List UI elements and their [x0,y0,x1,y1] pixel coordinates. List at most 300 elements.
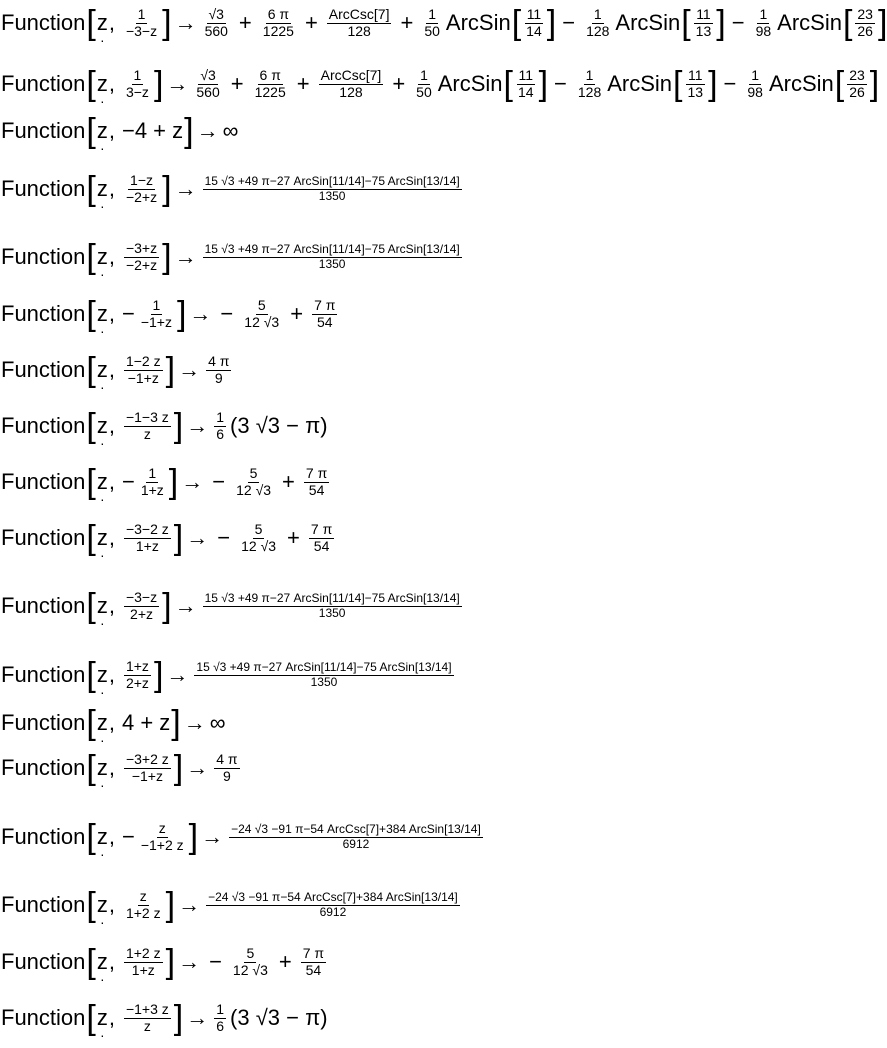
denominator: −1+z [127,369,159,386]
comma: , [108,824,115,849]
denominator: 12 √3 [241,537,277,554]
expression-row [0,462,332,502]
fraction [745,68,765,100]
argument-fraction [124,173,159,205]
numerator: 1−z [130,172,154,189]
fraction [214,410,226,442]
denominator: 9 [214,369,223,386]
denominator: 54 [305,961,322,978]
numerator: 7 π [314,297,336,314]
function-head: Function [1,301,86,326]
bracket-fraction [694,7,714,39]
variable: z · [96,176,109,202]
fraction [319,68,384,100]
text-token: ArcSin [768,71,834,96]
close-bracket: ] [716,4,726,42]
function-head: Function [1,176,86,201]
variable: z · [96,755,109,781]
expression-row [0,748,243,788]
variable: z · [96,71,109,97]
argument-fraction [124,1002,171,1034]
close-bracket: ] [162,170,172,208]
denominator: 13 [695,22,712,39]
arrow: → [174,244,197,269]
arrow: → [178,949,201,974]
open-bracket: [ [86,999,96,1037]
denominator: 54 [316,313,333,330]
fraction [301,946,326,978]
numerator: √3 [208,6,224,23]
fraction [327,7,392,39]
denominator: 128 [577,83,602,100]
argument-fraction [124,410,171,442]
close-bracket: ] [184,112,194,150]
fraction [234,466,273,498]
comma: , [108,357,115,382]
fraction [242,298,281,330]
numerator: 5 [249,465,258,482]
argument-fraction [124,946,163,978]
numerator: 11 [526,6,542,23]
denominator: 98 [747,83,763,100]
function-head: Function [1,949,86,974]
expression-row [0,586,465,626]
expression-row [0,237,465,277]
open-bracket: [ [86,238,96,276]
numerator: 11 [696,6,711,23]
variable: z · [96,469,109,495]
comma: , [108,755,115,780]
denominator: 560 [196,83,220,100]
arrow: → [174,176,197,201]
result-fraction [206,891,460,918]
open-bracket: [ [86,407,96,445]
fraction [206,354,231,386]
denominator: 13 [687,83,704,100]
denominator: 1350 [318,188,346,203]
argument-fraction [124,68,151,100]
numerator: 4 π [216,751,238,768]
arrow: → [201,824,224,849]
comma: , [108,525,115,550]
close-bracket: ] [546,4,557,42]
denominator: −3−z [125,22,158,39]
numerator: 1 [420,67,428,84]
comma: , [108,892,115,917]
denominator: −2+z [125,188,158,205]
open-bracket: [ [86,749,96,787]
denominator: 1225 [262,22,294,39]
expression-row [0,518,337,558]
comma: , [108,593,115,618]
function-head: Function [1,593,86,618]
close-bracket: ] [171,704,181,742]
arrow: → [186,413,209,438]
argument-fraction [124,241,159,273]
numerator: 1 [585,67,594,84]
arrow: → [183,710,206,735]
arrow: → [178,357,201,382]
expression-row [0,942,329,982]
arrow: → [189,301,212,326]
close-bracket: ] [176,295,187,333]
variable: z · [96,10,109,36]
operator: + [304,10,318,35]
denominator: 9 [223,767,231,784]
argument-fraction [124,659,151,691]
numerator: 7 π [305,465,328,482]
function-head: Function [1,1005,86,1030]
close-bracket: ] [538,65,549,103]
close-bracket: ] [168,463,179,501]
arrow: → [174,10,197,35]
expression-row [0,3,887,43]
comma: , [108,118,115,143]
close-bracket: ] [165,351,176,389]
denominator: −1+z [131,767,163,784]
fraction [239,522,278,554]
denominator: 1225 [254,83,286,100]
argument-fraction [124,7,159,39]
fraction [231,946,270,978]
fraction [576,68,603,100]
variable: z · [96,525,109,551]
numerator: 11 [688,67,703,84]
numerator: 4 π [208,353,230,370]
denominator: 3−z [125,83,149,100]
argument-text: −4 + z [121,118,184,143]
argument-fraction [124,889,163,921]
function-head: Function [1,357,86,382]
close-bracket: ] [165,943,176,981]
numerator: 1 [751,67,760,84]
operator: + [290,301,304,326]
open-bracket: [ [503,65,513,103]
expression-row [0,655,457,695]
numerator: 11 [518,67,534,84]
comma: , [108,413,115,438]
arrow: → [196,118,219,143]
denominator: z [143,1017,151,1034]
open-bracket: [ [86,886,96,924]
numerator: −3−2 z [125,521,169,538]
open-bracket: [ [842,4,853,42]
denominator: 2+z [125,674,149,691]
open-bracket: [ [86,587,96,625]
denominator: 26 [857,22,873,39]
result-fraction [229,823,483,850]
arrow: → [181,469,204,494]
expression-row [0,406,329,446]
open-bracket: [ [86,656,96,694]
comma: , [108,10,115,35]
operator: − [209,949,222,974]
close-bracket: ] [869,65,880,103]
arrow: → [186,755,209,780]
function-head: Function [1,892,86,917]
denominator: 14 [526,22,542,39]
comma: , [108,710,115,735]
numerator: 5 [254,521,263,538]
bracket-fraction [516,68,536,100]
denominator: 54 [308,481,325,498]
variable: z · [96,357,109,383]
expression-row [0,998,329,1038]
denominator: 560 [204,22,228,39]
denominator: z [143,425,151,442]
numerator: 1−2 z [125,353,161,370]
numerator: −1+3 z [125,1001,169,1018]
denominator: 12 √3 [232,961,268,978]
denominator: 1350 [310,674,338,689]
denominator: 128 [586,22,610,39]
close-bracket: ] [153,65,164,103]
comma: , [108,176,115,201]
text-token: ArcSin [615,10,681,35]
comma: , [108,1005,115,1030]
result-fraction [203,243,462,270]
numerator: 1 [593,6,602,23]
numerator: −3−z [125,589,158,606]
operator: + [392,71,406,96]
function-head: Function [1,71,86,96]
numerator: 5 [246,945,255,962]
denominator: 12 √3 [244,313,280,330]
comma: , [108,71,115,96]
open-bracket: [ [86,704,96,742]
denominator: 1+z [135,537,159,554]
numerator: 1 [152,297,161,314]
numerator: ArcCsc[7] [320,67,382,84]
open-bracket: [ [86,65,96,103]
argument-fraction [124,522,171,554]
numerator: −24 √3 −91 π−54 ArcCsc[7]+384 ArcSin[13/14] [208,890,458,905]
function-head: Function [1,824,86,849]
arrow: → [166,662,189,687]
denominator: −1+2 z [140,836,184,853]
variable: z · [96,1005,109,1031]
denominator: 1+z [131,961,155,978]
variable: z · [96,949,109,975]
close-bracket: ] [173,999,184,1037]
expression-row [0,817,486,857]
close-bracket: ] [162,4,172,42]
comma: , [108,949,115,974]
numerator: 7 π [310,521,333,538]
open-bracket: [ [86,112,96,150]
argument-fraction [139,298,174,330]
fraction [754,7,774,39]
negative-sign: − [121,301,135,326]
comma: , [108,662,115,687]
numerator: 1+z [125,658,149,675]
close-bracket: ] [173,749,184,787]
operator: − [220,301,234,326]
arrow: → [166,71,189,96]
denominator: 6 [216,425,225,442]
bracket-fraction [524,7,544,39]
numerator: −1−3 z [125,409,169,426]
operator: − [217,525,231,550]
operator: + [287,525,300,550]
variable: z · [96,710,109,736]
operator: + [230,71,244,96]
open-bracket: [ [511,4,522,42]
function-head: Function [1,755,86,780]
parenthetical: (3 √3 − π) [230,1005,328,1030]
numerator: 6 π [259,67,281,84]
numerator: 23 [857,6,873,23]
operator: − [212,469,226,494]
close-bracket: ] [173,519,184,557]
open-bracket: [ [86,4,96,42]
argument-fraction [139,466,166,498]
argument-fraction [124,354,163,386]
function-head: Function [1,525,86,550]
function-head: Function [1,710,86,735]
numerator: −3+z [125,240,158,257]
open-bracket: [ [86,170,96,208]
comma: , [108,301,115,326]
text-token: ArcSin [437,71,503,96]
open-bracket: [ [86,943,96,981]
open-bracket: [ [86,463,96,501]
bracket-fraction [686,68,706,100]
operator: − [562,10,576,35]
numerator: 15 √3 +49 π−27 ArcSin[11/14]−75 ArcSin[13/14] [196,660,452,675]
negative-sign: − [121,469,135,494]
operator: + [296,71,310,96]
denominator: 128 [347,22,371,39]
numerator: 15 √3 +49 π−27 ArcSin[11/14]−75 ArcSin[13/14] [204,591,460,606]
fraction [309,522,334,554]
fraction [253,68,288,100]
numerator: z [158,820,166,837]
numerator: 1+2 z [125,945,161,962]
operator: + [400,10,414,35]
open-bracket: [ [834,65,845,103]
variable: z · [96,413,109,439]
denominator: 1350 [318,605,346,620]
variable: z · [96,662,109,688]
variable: z · [96,301,109,327]
operator: − [554,71,567,96]
bracket-fraction [855,7,875,39]
parenthetical: (3 √3 − π) [230,413,328,438]
denominator: 54 [313,537,330,554]
operator: + [278,949,292,974]
numerator: 5 [257,297,266,314]
fraction [414,68,434,100]
operator: − [731,10,745,35]
comma: , [108,469,115,494]
variable: z · [96,824,109,850]
argument-fraction [124,590,159,622]
fraction [203,7,230,39]
close-bracket: ] [162,587,172,625]
argument-fraction [124,752,171,784]
variable: z · [96,892,109,918]
function-head: Function [1,118,86,143]
denominator: 98 [755,22,772,39]
denominator: 14 [518,83,534,100]
open-bracket: [ [86,818,96,856]
open-bracket: [ [673,65,683,103]
arrow: → [178,892,201,917]
fraction [584,7,611,39]
fraction [194,68,221,100]
text-token: ArcSin [777,10,842,35]
numerator: 7 π [302,945,325,962]
numerator: z [139,888,147,905]
text-token: ∞ [222,118,239,143]
bracket-fraction [847,68,867,100]
function-head: Function [1,413,86,438]
expression-row [0,350,234,390]
numerator: ArcCsc[7] [328,6,390,23]
denominator: 6 [216,1017,225,1034]
variable: z · [96,593,109,619]
denominator: 1+z [140,481,164,498]
denominator: 6912 [319,904,347,919]
argument-text: 4 + z [121,710,171,735]
function-head: Function [1,10,86,35]
open-bracket: [ [86,351,96,389]
arrow: → [186,1005,209,1030]
denominator: 12 √3 [236,481,272,498]
fraction [304,466,329,498]
operator: + [282,469,295,494]
numerator: −3+2 z [125,751,169,768]
arrow: → [186,525,209,550]
numerator: 1 [137,6,146,23]
result-fraction [194,661,453,688]
close-bracket: ] [188,818,199,856]
denominator: 2+z [130,605,154,622]
denominator: 1350 [318,256,346,271]
text-token: ∞ [209,710,226,735]
numerator: 23 [849,67,865,84]
negative-sign: − [121,824,135,849]
numerator: 15 √3 +49 π−27 ArcSin[11/14]−75 ArcSin[13/14] [204,242,460,257]
denominator: 1+2 z [125,904,161,921]
numerator: 1 [133,67,142,84]
denominator: 50 [424,22,440,39]
operator: + [238,10,252,35]
arrow: → [174,593,197,618]
numerator: −24 √3 −91 π−54 ArcCsc[7]+384 ArcSin[13/14] [231,822,481,837]
result-fraction [203,175,462,202]
close-bracket: ] [708,65,718,103]
open-bracket: [ [681,4,691,42]
close-bracket: ] [153,656,164,694]
denominator: 26 [849,83,865,100]
fraction [422,7,442,39]
result-fraction [203,592,462,619]
expression-row [0,885,463,925]
numerator: 1 [759,6,768,23]
fraction [261,7,296,39]
numerator: 15 √3 +49 π−27 ArcSin[11/14]−75 ArcSin[13/14] [204,174,460,189]
argument-fraction [139,821,186,853]
open-bracket: [ [86,519,96,557]
close-bracket: ] [877,4,887,42]
numerator: 1 [216,1001,225,1018]
text-token: ArcSin [445,10,511,35]
denominator: 6912 [342,836,370,851]
text-token: ArcSin [607,71,673,96]
expression-row [0,703,226,743]
